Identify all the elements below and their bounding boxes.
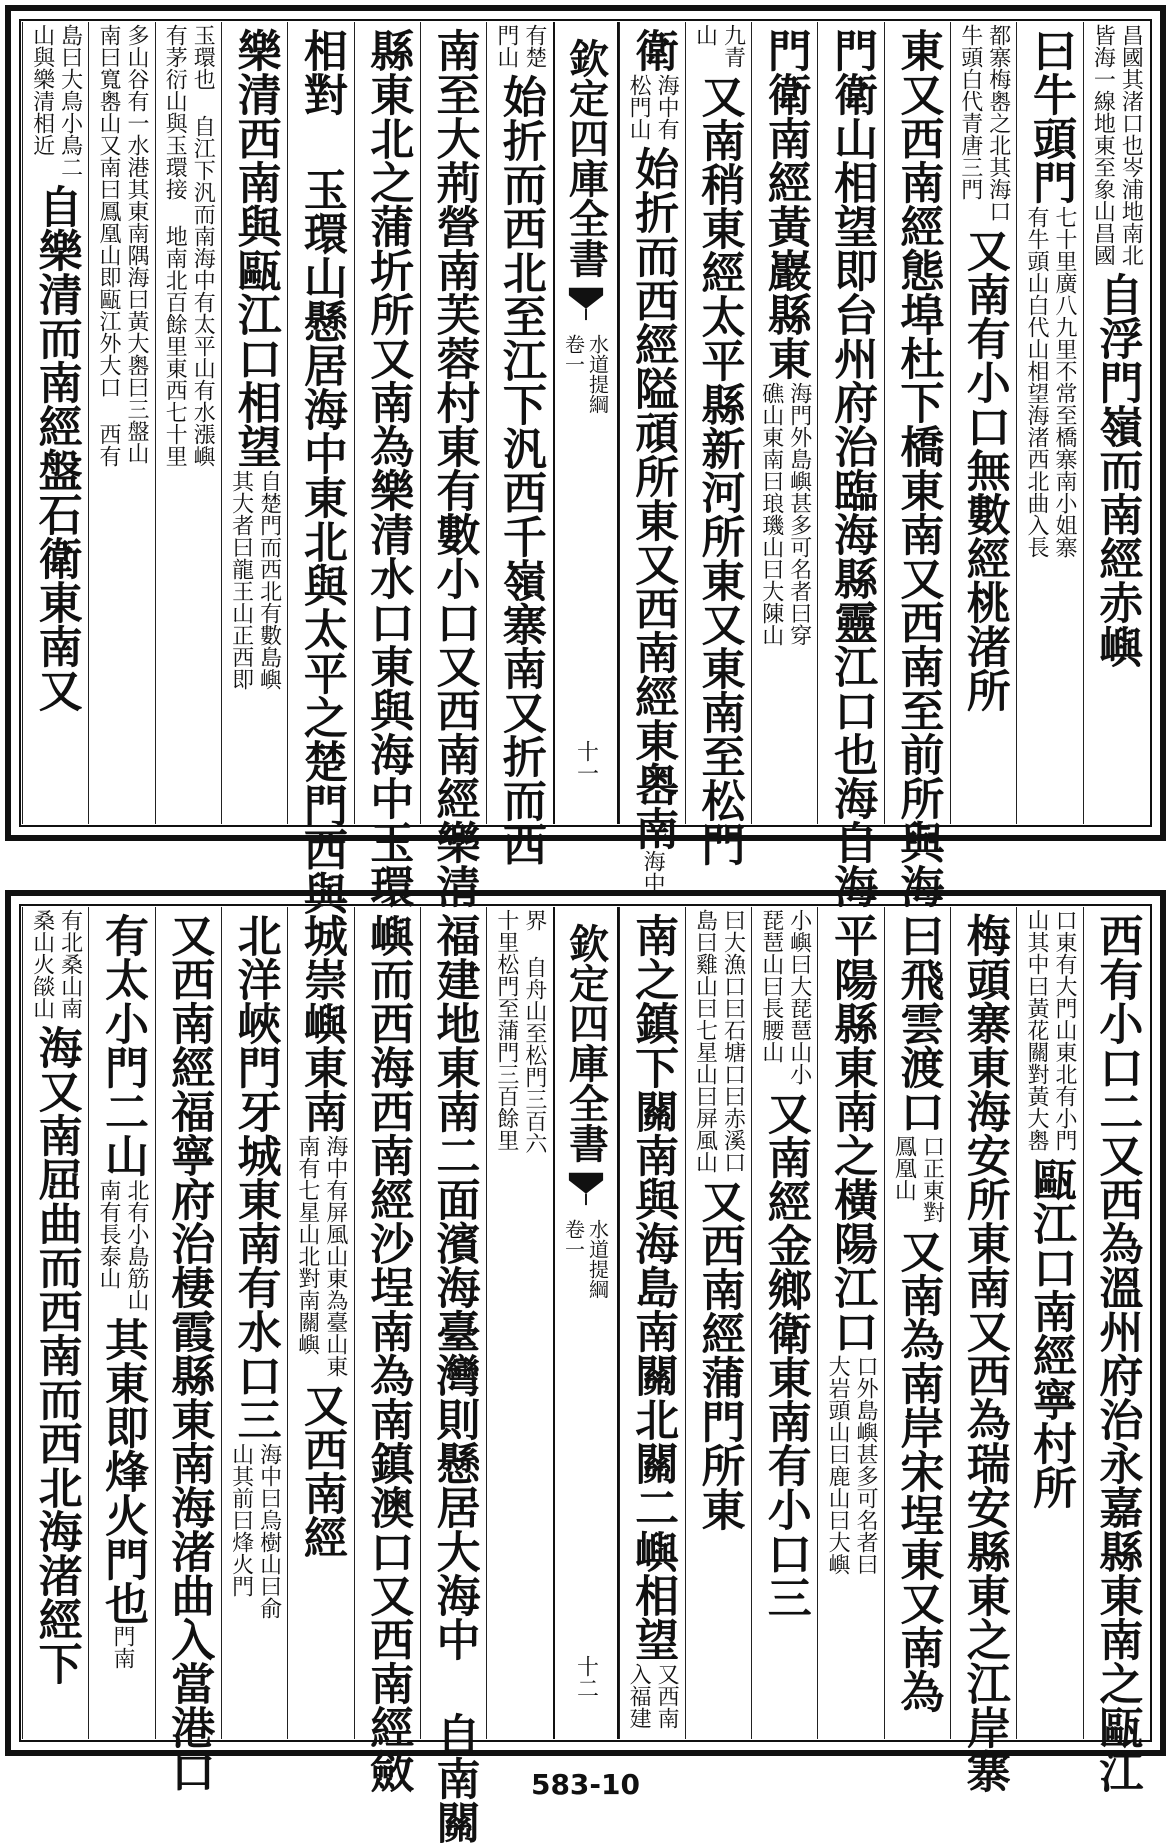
column-content [626,907,680,1729]
annotation [626,74,680,140]
main-text: 南之鎮下關南與海島南關北關二嶼相望 [627,913,679,1661]
annotation [230,470,280,690]
main-text: 樂清西南與甌江口相望 [229,28,281,468]
main-text: 又西南經 [295,1383,347,1559]
annotation-line: 桑山火燄山 [29,909,55,1019]
text-column [155,907,221,1793]
annotation-line: 多山谷有一水港其東南隅海曰黃大嶴曰三盤山 [123,24,149,464]
annotation-line: 小嶼曰大琵琶山小 [786,909,812,1085]
volume-label: 卷一 [561,1219,586,1259]
column-content [163,907,215,1793]
center-strip-content [561,907,610,1739]
text-column [950,22,1016,824]
annotation-line: 海中有屏風山東為臺山東 [322,1135,348,1377]
annotation-line: 北有小島筋山 [123,1179,149,1311]
column-content [97,907,147,1669]
main-text: 其東即烽火門也 [96,1317,148,1625]
column-content [826,22,878,908]
main-text: 又西南經福寧府治棲霞縣東南海渚曲入當港口 [163,913,215,1793]
text-column [1016,907,1082,1739]
main-text: 門衛山相望即台州府治臨海縣靈江口也海自海 [826,28,878,908]
main-text: 曰飛雲渡口 [892,913,944,1133]
annotation [31,909,81,1019]
annotation-line: 琵琶山曰長腰山 [758,909,784,1063]
main-text: 曰牛頭門 [1025,28,1077,204]
text-column [619,907,685,1739]
annotation-line: 其大者曰龍王山正西即 [228,470,254,690]
annotation [97,24,147,467]
annotation-line: 昌國其渚口也岑浦地南北 [1118,24,1144,266]
page-number: 十二 [573,1655,599,1699]
annotation-line: 口正東對 [919,1135,945,1223]
annotation-line: 玉環也 自江下汎而南海中有太平山有水漲嶼 [190,24,216,467]
fishtail-mark-icon [567,1169,605,1207]
page-footer-number: 583-10 [530,1768,641,1801]
annotation-line: 門山 [493,24,519,68]
text-column [1083,22,1149,824]
main-text: 又南經金鄉衛東南有小口三 [759,1091,811,1619]
column-content [495,22,545,866]
text-column [155,22,221,824]
column-content [230,907,280,1619]
chapter-label [561,334,610,414]
text-column [22,22,88,824]
main-text: 縣東北之蒲圻所又南為樂清水口東與海中玉環 [362,28,414,908]
text-column [751,907,817,1739]
text-column [221,907,287,1739]
annotation-line: 鳳凰山 [891,1135,917,1201]
main-text: 福建地東南二面濱海臺灣則懸居大海中 自南關 [428,913,480,1844]
column-content [428,22,480,908]
text-column [88,22,154,824]
main-text: 始折而西經隘頑所東又西南經東嶴南 [627,146,679,850]
annotation-line: 口外島嶼甚多可名者曰 [853,1355,879,1575]
text-column [1083,907,1149,1793]
annotation-line: 牛頭白代青唐三門 [957,24,983,200]
annotation-line: 山與樂清相近 [29,24,55,156]
text-column [884,907,950,1739]
column-content [1090,22,1144,668]
annotation-line: 十里松門至蒲門三百餘里 [493,909,519,1151]
main-text: 門衛南經黃巖縣東 [759,28,811,380]
column-content [760,907,810,1619]
column-content [1024,22,1078,558]
main-text: 始折而西北至江下汎西千嶺寨南又折而西 [494,74,546,866]
main-text: 又南為南岸宋埕東又南為 [892,1229,944,1713]
text-column [817,907,883,1739]
text-column [486,907,552,1739]
text-column [619,22,685,894]
annotation-line: 口東有大門山東北有小門 [1052,909,1078,1151]
annotation [760,382,810,646]
annotation [692,909,746,1173]
column-content [428,907,480,1844]
text-column [354,22,420,908]
annotation [162,24,216,467]
main-text: 平陽縣東南之橫陽江口 [826,913,878,1353]
annotation-line: 有牛頭山白代山相望海渚西北曲入長 [1024,206,1050,558]
main-text: 東又西南經態埠杜下橋東南又西南至前所與海 [892,28,944,908]
main-text: 又南稍東經太平縣新河所東又東南至松門 [693,74,745,866]
column-content [31,22,81,712]
annotation-line: 九青 [720,24,746,68]
annotation [626,1663,680,1729]
main-text: 衛 [627,28,679,72]
book-title: 欽定四庫全書 [562,38,610,278]
annotation-line: 礁山東南曰琅璣山曰大陳山 [758,382,784,646]
annotation-line: 南有長泰山 [95,1179,121,1289]
top-columns [22,22,1149,915]
annotation-line: 海門外島嶼甚多可名者曰穿 [786,382,812,646]
text-column [1016,22,1082,824]
page-number: 十一 [573,740,599,784]
annotation [495,24,545,68]
center-strip-content [561,22,610,824]
annotation-tail: 門南 [109,1625,135,1669]
annotation-line: 有楚 [521,24,547,68]
book-section: 水道提綱 [585,1219,610,1299]
column-content [296,907,346,1559]
text-column [884,22,950,908]
main-text: 城崇嶼東南 [295,913,347,1133]
main-text: 相對 玉環山懸居海中東北與太平之楚門西與 [295,28,347,915]
book-title: 欽定四庫全書 [562,923,610,1163]
column-content [959,22,1009,712]
column-content [626,22,680,894]
main-text: 又南有小口無數經桃渚所 [958,228,1010,712]
text-column [817,22,883,908]
text-column [287,22,353,915]
column-content [230,22,280,690]
main-text: 梅頭寨東海安所東南又西為瑞安縣東之江岸寨 [958,913,1010,1793]
annotation-line: 自楚門而西北有數島嶼 [256,470,282,690]
column-content [362,907,414,1793]
annotation-line: 都寨梅嶴之北其海口 [985,24,1011,222]
center-strip [553,907,619,1739]
column-content [692,907,746,1531]
volume-label: 卷一 [561,334,586,374]
fishtail-mark-icon [567,284,605,322]
annotation-line: 又西南 [654,1663,680,1729]
column-content [162,22,216,467]
main-text: 西有小口二又西為溫州府治永嘉縣東南之甌江 [1091,913,1143,1793]
annotation-line: 海中曰烏樹山曰俞 [256,1443,282,1619]
text-column [88,907,154,1739]
annotation-line: 有北桑山南 [57,909,83,1019]
center-strip [553,22,619,824]
text-column [751,22,817,824]
annotation [891,1135,945,1223]
annotation-line: 南有七星山北對南關嶼 [294,1135,320,1355]
annotation-line: 七十里廣八九里不常至橋寨南小姐寨 [1052,206,1078,558]
main-text: 北洋峽門牙城東南有水口三 [229,913,281,1441]
annotation [296,1135,346,1377]
column-content [958,907,1010,1793]
main-text: 海又南屈曲而西南而西北海渚經下 [30,1025,82,1685]
main-text: 又西南經蒲門所東 [693,1179,745,1531]
column-content [495,907,545,1154]
annotation-tail: 海中 [640,850,666,894]
annotation-line: 島曰雞山曰七星山曰屏風山 [692,909,718,1173]
annotation [1024,909,1078,1151]
text-column [420,907,486,1844]
column-content [362,22,414,908]
text-column [22,907,88,1739]
main-text: 甌江口南經寧村所 [1025,1157,1077,1509]
column-content [1024,907,1078,1509]
annotation-line: 皆海一線地東至象山昌國 [1090,24,1116,266]
column-content [295,22,347,915]
annotation-line: 松門山 [626,74,652,140]
annotation [760,909,810,1085]
annotation-line: 界 自舟山至松門三百六 [521,909,547,1154]
column-content [892,22,944,908]
main-text: 嶼而西海西南經沙埕南為南鎮澳口又西南經斂 [362,913,414,1793]
main-text: 南至大荊營南芙蓉村東有數小口又西南經樂清 [428,28,480,908]
column-content [825,907,879,1575]
text-column [685,22,751,866]
annotation-line: 曰大漁口曰石塘口曰赤溪口 [720,909,746,1173]
main-text: 自樂清而南經盤石衛東南又 [30,184,82,712]
column-content [692,22,746,866]
text-column [685,907,751,1739]
column-content [891,907,945,1713]
main-text: 有太小門二山 [96,913,148,1177]
annotation-line: 山其前曰烽火門 [228,1443,254,1597]
annotation [1090,24,1144,266]
top-page [0,0,1171,915]
annotation [692,24,746,68]
annotation-line: 海中有 [654,74,680,140]
annotation [31,24,81,178]
text-column [354,907,420,1793]
annotation [495,909,545,1154]
column-content [97,22,147,467]
column-content [1091,907,1143,1793]
annotation-line: 南曰寬嶴山又南曰鳳凰山即甌江外大口 西有 [95,24,121,467]
text-column [287,907,353,1739]
annotation-line: 有茅衍山與玉環接 地南北百餘里東西七十里 [162,24,188,467]
text-column [221,22,287,824]
annotation-line: 大岩頭山曰鹿山曰大嶼 [825,1355,851,1575]
annotation [825,1355,879,1575]
annotation-line: 山 [692,24,718,46]
column-content [760,22,810,646]
annotation [1024,206,1078,558]
book-section: 水道提綱 [585,334,610,414]
annotation [230,1443,280,1619]
annotation-line: 入福建 [626,1663,652,1729]
column-content [31,907,81,1685]
text-column [420,22,486,908]
annotation [97,1179,147,1311]
annotation-line: 島曰大鳥小鳥二 [57,24,83,178]
main-text: 自浮門嶺而南經赤嶼 [1091,272,1143,668]
annotation [959,24,1009,222]
text-column [950,907,1016,1793]
chapter-label [561,1219,610,1299]
text-column [486,22,552,866]
annotation-line: 山其中曰黃花關對黃大嶴 [1024,909,1050,1151]
